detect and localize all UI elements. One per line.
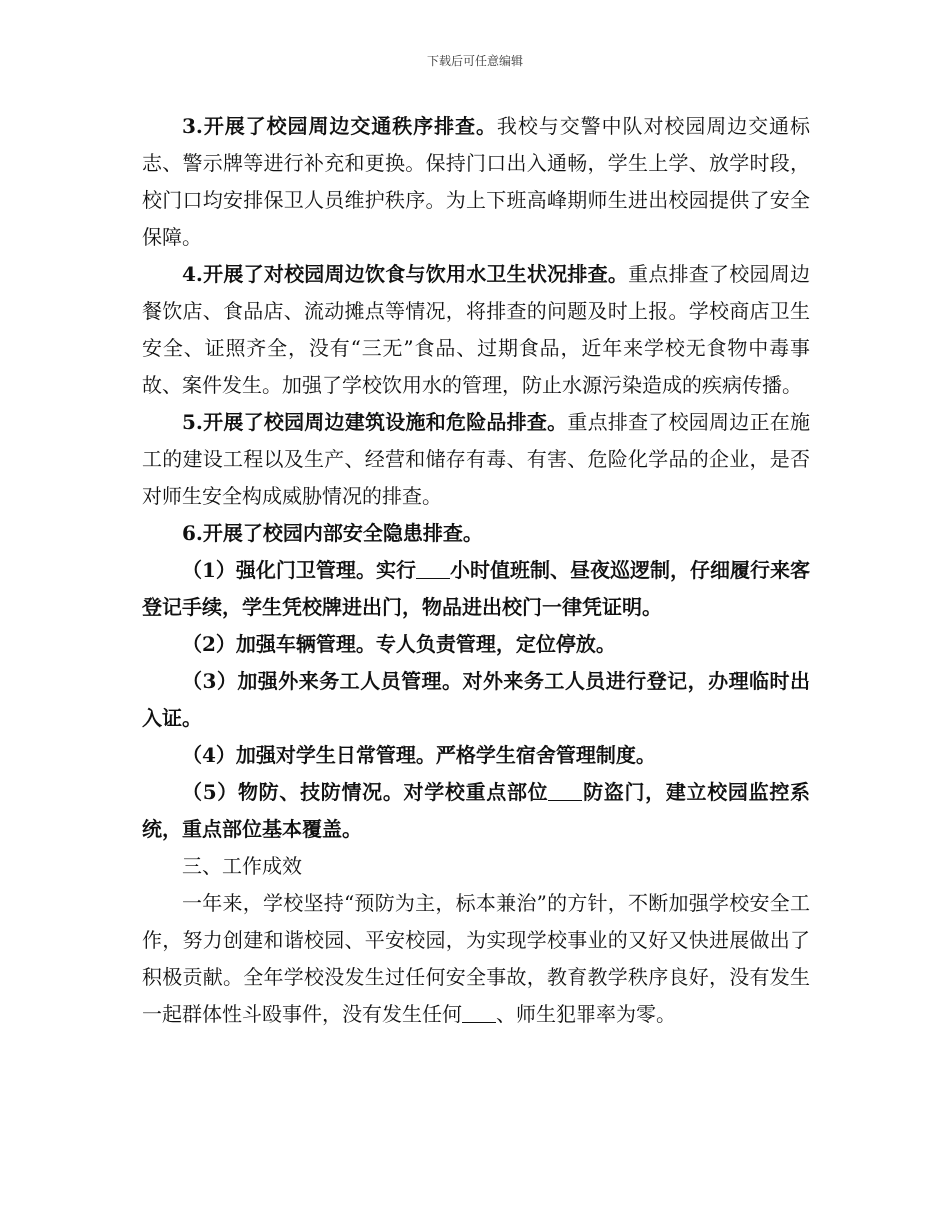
item-gate-management [142,552,810,626]
paragraph-results [142,885,810,1033]
item-security-facilities [142,774,810,848]
document-body [142,108,810,1033]
item-text: 防盗门，建立校园监控系统，重点部位基本覆盖。 [142,780,811,841]
section-heading-results: 三、工作成效 [182,854,302,878]
paragraph-text: 重点排查了校园周边正在施工的建设工程以及生产、经营和储存有毒、有害、危险化学品的企业，是否对师生安全构成威胁情况的排查。 [142,410,810,508]
item-text: （1）强化门卫管理。实行 [182,558,416,582]
paragraph-text: 一年来，学校坚持“预防为主，标本兼治”的方针，不断加强学校安全工作，努力创建和谐校园、平安校园，为实现学校事业的又好又快进展做出了积极贡献。全年学校没发生过任何安全事故，教育教学秩序良好，没有发生一起群体性斗殴事件，没有发生任何 [142,891,810,1026]
paragraph-food-water [142,256,810,404]
item-text: （5）物防、技防情况。对学校重点部位 [182,780,549,804]
blank-line [416,558,450,579]
blank-line [548,780,582,801]
item-text: 小时值班制、昼夜巡逻制，仔细履行来客登记手续，学生凭校牌进出门，物品进出校门一律凭证明。 [142,558,810,619]
item-worker-management: （3）加强外来务工人员管理。对外来务工人员进行登记，办理临时出入证。 [142,669,810,730]
paragraph-text: 我校与交警中队对校园周边交通标志、警示牌等进行补充和更换。保持门口出入通畅，学生上学、放学时段，校门口均安排保卫人员维护秩序。为上下班高峰期师生进出校园提供了安全保障。 [142,114,810,249]
item-student-management: （4）加强对学生日常管理。严格学生宿舍管理制度。 [182,743,656,767]
paragraph-lead: 3.开展了校园周边交通秩序排查。 [182,114,497,138]
paragraph-lead: 4.开展了对校园周边饮食与饮用水卫生状况排查。 [182,262,629,286]
paragraph-lead: 6.开展了校园内部安全隐患排查。 [182,521,483,545]
paragraph-traffic [142,108,810,256]
item-vehicle-management: （2）加强车辆管理。专人负责管理，定位停放。 [182,632,616,656]
paragraph-text: 、师生犯罪率为零。 [496,1002,676,1026]
page-header: 下载后可任意编辑 [426,54,523,68]
paragraph-text: 重点排查了校园周边餐饮店、食品店、流动摊点等情况，将排查的问题及时上报。学校商店卫生安全、证照齐全，没有“三无”食品、过期食品，近年来学校无食物中毒事故、案件发生。加强了学校饮用水的管理，防止水源污染造成的疾病传播。 [142,262,810,397]
blank-line [462,1002,496,1023]
paragraph-internal-heading [142,515,810,552]
paragraph-lead: 5.开展了校园周边建筑设施和危险品排查。 [182,410,568,434]
paragraph-buildings [142,404,810,515]
